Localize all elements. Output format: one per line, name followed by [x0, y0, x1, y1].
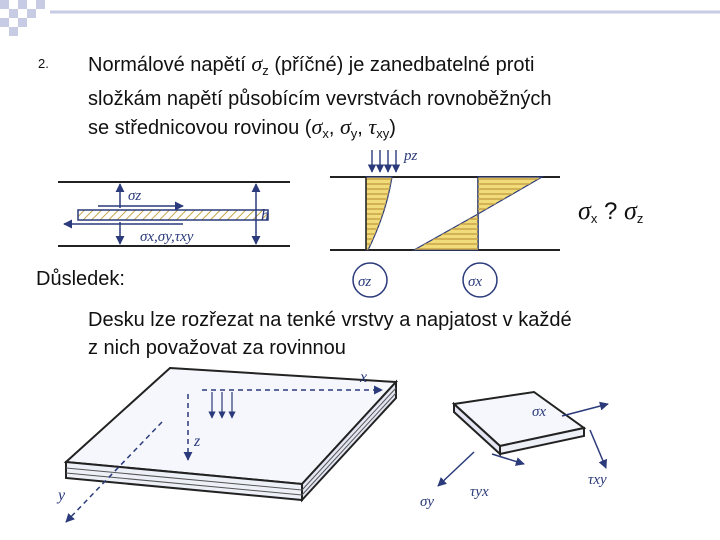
sigma-x-symbol: σ — [311, 114, 323, 139]
x-axis-label: x — [360, 369, 368, 386]
layer-diagram — [58, 168, 308, 260]
layer-h-label: h — [261, 207, 269, 224]
item-number: 2. — [38, 56, 49, 71]
z-axis-label: z — [194, 433, 201, 450]
subscript-x: x — [322, 126, 329, 141]
consequence-line-2: z nich považovat za rovinnou — [88, 337, 346, 359]
element-sigma-x-label: σx — [532, 404, 547, 420]
plate-diagram — [52, 362, 402, 537]
item-text — [88, 50, 688, 148]
item-line-3-suffix: ) — [389, 117, 396, 139]
element-tau-yx-label: τyx — [470, 484, 489, 500]
subscript-xy: xy — [376, 126, 390, 141]
layer-sigma-z-label: σz — [128, 188, 142, 204]
y-axis-label: y — [58, 487, 66, 504]
sigma-x-circle-label: σx — [468, 274, 483, 290]
compare-sub-x: x — [590, 211, 598, 226]
consequence-heading: Důsledek: — [36, 268, 125, 290]
separator-2: , — [357, 117, 369, 139]
subscript-z: z — [262, 63, 269, 78]
element-diagram — [392, 382, 632, 512]
subscript-y: y — [350, 126, 358, 141]
element-sigma-y-label: σy — [420, 494, 435, 510]
compare-sigma-left: σ — [578, 196, 591, 225]
pz-label: pz — [404, 148, 418, 164]
sigma-symbol: σ — [251, 51, 263, 76]
item-line-3-prefix: se střednicovou rovinou ( — [88, 117, 312, 139]
element-sigma-y-arrow — [438, 452, 474, 486]
item-line-1-prefix: Normálové napětí — [88, 54, 252, 76]
item-line-1 — [88, 50, 688, 85]
separator-1: , — [328, 117, 340, 139]
layer-inplane-label: σx,σy,τxy — [140, 229, 194, 245]
compare-relation: ? — [604, 198, 618, 225]
sigma-z-circle-label: σz — [358, 274, 372, 290]
element-tau-yx-arrow — [492, 454, 524, 464]
consequence-line-1: Desku lze rozřezat na tenké vrstvy a napjatost v každé — [88, 309, 572, 331]
sigma-z-hatch — [366, 177, 392, 250]
compare-sigma-right: σ — [624, 196, 637, 225]
compare-sub-z: z — [636, 211, 644, 226]
element-tau-xy-arrow — [590, 430, 606, 468]
tau-symbol: τ — [368, 114, 377, 139]
stress-distribution-diagram — [320, 142, 560, 300]
item-line-1-suffix: (příčné) je zanedbatelné proti — [268, 54, 535, 76]
item-line-2: složkám napětí působícím vevrstvách rovnoběžných — [88, 88, 552, 110]
element-tau-xy-label: τxy — [588, 472, 607, 488]
pz-load-arrows — [372, 150, 396, 172]
sigma-y-symbol: σ — [339, 114, 351, 139]
stress-comparison — [578, 196, 643, 226]
consequence-text — [88, 306, 688, 362]
thin-layer — [78, 210, 268, 220]
top-divider — [0, 0, 720, 30]
element-sigma-x-arrow — [562, 404, 608, 416]
